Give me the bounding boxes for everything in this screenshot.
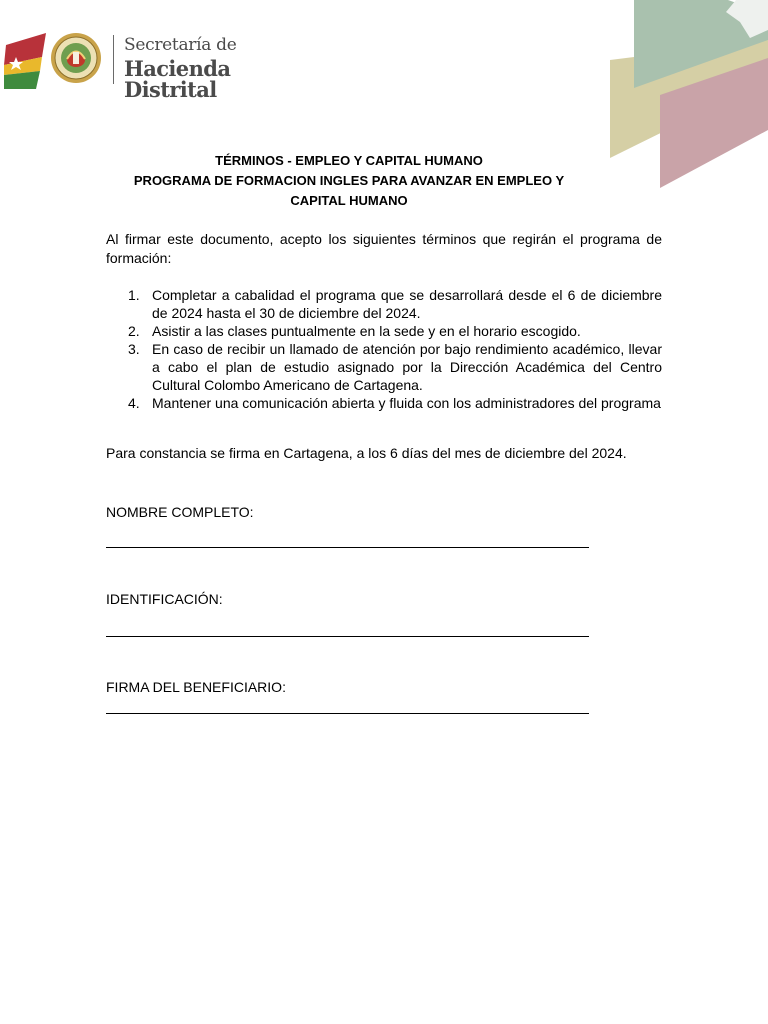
list-number: 4. — [128, 395, 140, 411]
title-line3: CAPITAL HUMANO — [290, 193, 408, 208]
logo-text — [124, 37, 320, 100]
nombre-label: NOMBRE COMPLETO: — [106, 504, 254, 520]
hacienda-logo — [0, 28, 320, 102]
list-item — [106, 340, 662, 394]
identificacion-label: IDENTIFICACIÓN: — [106, 591, 223, 607]
list-text: Asistir a las clases puntualmente en la sede y en el horario escogido. — [152, 323, 581, 339]
nombre-signature-line[interactable] — [106, 547, 589, 548]
logo-divider — [113, 35, 114, 84]
title-line1: TÉRMINOS - EMPLEO Y CAPITAL HUMANO — [215, 153, 483, 168]
list-number: 3. — [128, 341, 140, 357]
document-title — [106, 151, 592, 211]
title-line2: PROGRAMA DE FORMACION INGLES PARA AVANZAR EN EMPLEO Y — [133, 173, 565, 188]
list-number: 2. — [128, 323, 140, 339]
logo-line1: Secretaría de — [124, 35, 237, 55]
logo-line2: Hacienda Distrital — [124, 56, 231, 102]
list-item — [106, 286, 662, 322]
flag-emblem-icon — [2, 31, 48, 91]
constancia-paragraph: Para constancia se firma en Cartagena, a los 6 días del mes de diciembre del 2024. — [106, 445, 627, 461]
corner-decoration — [608, 0, 768, 190]
list-text: Mantener una comunicación abierta y fluida con los administradores del programa — [152, 395, 661, 411]
city-seal-icon — [50, 32, 102, 84]
list-text: En caso de recibir un llamado de atención por bajo rendimiento académico, llevar a cabo el plan de estudio asignado por la Dirección Académica del Centro Cultural Colombo Americano de Cartagena. — [152, 341, 662, 393]
list-item — [106, 322, 662, 340]
terms-list — [106, 286, 662, 412]
firma-signature-line[interactable] — [106, 713, 589, 714]
list-item — [106, 394, 662, 412]
identificacion-signature-line[interactable] — [106, 636, 589, 637]
firma-label: FIRMA DEL BENEFICIARIO: — [106, 679, 286, 695]
list-text: Completar a cabalidad el programa que se desarrollará desde el 6 de diciembre de 2024 hasta el 30 de diciembre del 2024. — [152, 287, 662, 321]
list-number: 1. — [128, 287, 140, 303]
intro-paragraph: Al firmar este documento, acepto los siguientes términos que regirán el programa de formación: — [106, 231, 662, 266]
